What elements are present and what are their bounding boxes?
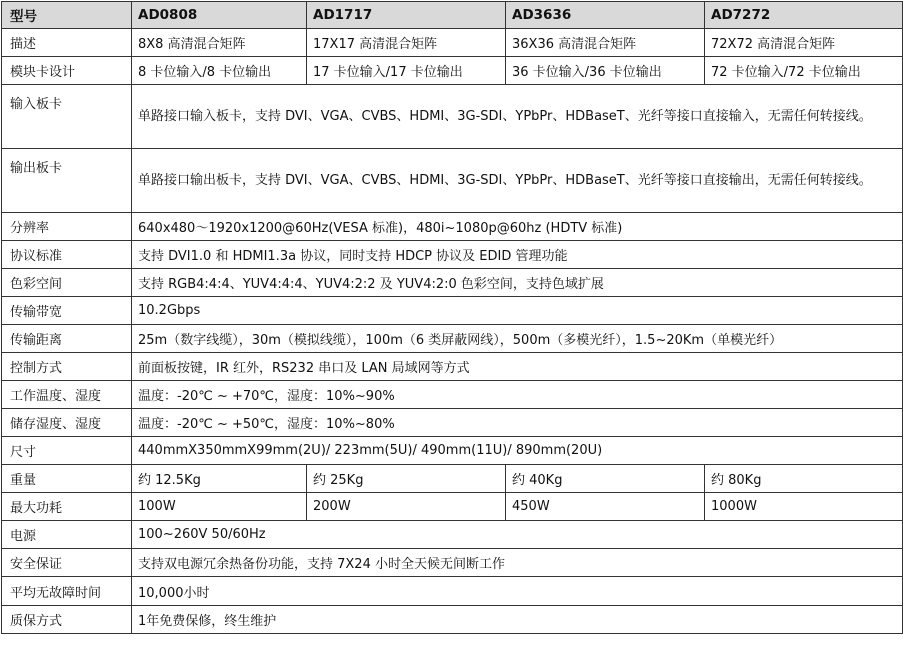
cell-value: 200W bbox=[307, 493, 506, 521]
row-label: 重量 bbox=[2, 465, 132, 493]
row-bandwidth bbox=[2, 297, 903, 325]
model-ad0808: AD0808 bbox=[132, 2, 307, 29]
row-label: 安全保证 bbox=[2, 549, 132, 577]
header-label: 型号 bbox=[2, 2, 132, 29]
model-ad3636: AD3636 bbox=[506, 2, 705, 29]
row-weight bbox=[2, 465, 903, 493]
cell-value: 17 卡位输入/17 卡位输出 bbox=[307, 57, 506, 85]
cell-value: 10,000小时 bbox=[132, 577, 903, 606]
row-label: 传输带宽 bbox=[2, 297, 132, 325]
cell-value: 约 80Kg bbox=[705, 465, 903, 493]
cell-value: 1年免费保修，终生维护 bbox=[132, 606, 903, 634]
row-label: 储存湿度、湿度 bbox=[2, 409, 132, 437]
row-label: 工作温度、湿度 bbox=[2, 381, 132, 409]
row-control bbox=[2, 353, 903, 381]
row-label: 分辨率 bbox=[2, 213, 132, 241]
row-mtbf bbox=[2, 577, 903, 606]
cell-value: 36 卡位输入/36 卡位输出 bbox=[506, 57, 705, 85]
cell-value: 8X8 高清混合矩阵 bbox=[132, 29, 307, 57]
cell-value: 温度：-20℃ ~ +50℃，湿度：10%~80% bbox=[132, 409, 903, 437]
cell-value: 支持 DVI1.0 和 HDMI1.3a 协议，同时支持 HDCP 协议及 EDID 管理功能 bbox=[132, 241, 903, 269]
cell-value: 640x480～1920x1200@60Hz(VESA 标准)，480i~1080p@60hz (HDTV 标准) bbox=[132, 213, 903, 241]
row-input-card bbox=[2, 85, 903, 149]
row-work-temp bbox=[2, 381, 903, 409]
spec-table bbox=[1, 1, 903, 634]
row-label: 输入板卡 bbox=[2, 85, 132, 149]
row-label: 电源 bbox=[2, 521, 132, 549]
row-label: 传输距离 bbox=[2, 325, 132, 353]
row-safety bbox=[2, 549, 903, 577]
row-label: 平均无故障时间 bbox=[2, 577, 132, 606]
row-power-max bbox=[2, 493, 903, 521]
cell-value: 25m（数字线缆），30m（模拟线缆），100m（6 类屏蔽网线），500m（多模光纤），1.5~20Km（单模光纤） bbox=[132, 325, 903, 353]
row-color-space bbox=[2, 269, 903, 297]
cell-value: 36X36 高清混合矩阵 bbox=[506, 29, 705, 57]
cell-value: 约 12.5Kg bbox=[132, 465, 307, 493]
row-label: 描述 bbox=[2, 29, 132, 57]
cell-value: 温度：-20℃ ~ +70℃，湿度：10%~90% bbox=[132, 381, 903, 409]
cell-value: 8 卡位输入/8 卡位输出 bbox=[132, 57, 307, 85]
row-label: 控制方式 bbox=[2, 353, 132, 381]
row-output-card bbox=[2, 149, 903, 213]
row-distance bbox=[2, 325, 903, 353]
row-label: 协议标准 bbox=[2, 241, 132, 269]
model-ad7272: AD7272 bbox=[705, 2, 903, 29]
row-storage-temp bbox=[2, 409, 903, 437]
cell-value: 450W bbox=[506, 493, 705, 521]
cell-value: 前面板按键，IR 红外，RS232 串口及 LAN 局域网等方式 bbox=[132, 353, 903, 381]
cell-value: 单路接口输入板卡，支持 DVI、VGA、CVBS、HDMI、3G-SDI、YPbPr、HDBaseT、光纤等接口直接输入，无需任何转接线。 bbox=[132, 85, 903, 149]
cell-value: 支持 RGB4:4:4、YUV4:4:4、YUV4:2:2 及 YUV4:2:0 色彩空间，支持色域扩展 bbox=[132, 269, 903, 297]
cell-value: 10.2Gbps bbox=[132, 297, 903, 325]
row-resolution bbox=[2, 213, 903, 241]
cell-value: 约 25Kg bbox=[307, 465, 506, 493]
cell-value: 100W bbox=[132, 493, 307, 521]
cell-value: 约 40Kg bbox=[506, 465, 705, 493]
cell-value: 72 卡位输入/72 卡位输出 bbox=[705, 57, 903, 85]
cell-value: 1000W bbox=[705, 493, 903, 521]
row-label: 模块卡设计 bbox=[2, 57, 132, 85]
row-warranty bbox=[2, 606, 903, 634]
cell-value: 17X17 高清混合矩阵 bbox=[307, 29, 506, 57]
row-label: 尺寸 bbox=[2, 437, 132, 465]
header-row bbox=[2, 2, 903, 29]
cell-value: 100~260V 50/60Hz bbox=[132, 521, 903, 549]
row-description bbox=[2, 29, 903, 57]
row-label: 色彩空间 bbox=[2, 269, 132, 297]
row-label: 输出板卡 bbox=[2, 149, 132, 213]
model-ad1717: AD1717 bbox=[307, 2, 506, 29]
row-module-design bbox=[2, 57, 903, 85]
row-label: 最大功耗 bbox=[2, 493, 132, 521]
row-size bbox=[2, 437, 903, 465]
row-label: 质保方式 bbox=[2, 606, 132, 634]
cell-value: 单路接口输出板卡，支持 DVI、VGA、CVBS、HDMI、3G-SDI、YPbPr、HDBaseT、光纤等接口直接输出，无需任何转接线。 bbox=[132, 149, 903, 213]
cell-value: 72X72 高清混合矩阵 bbox=[705, 29, 903, 57]
row-power-supply bbox=[2, 521, 903, 549]
cell-value: 支持双电源冗余热备份功能，支持 7X24 小时全天候无间断工作 bbox=[132, 549, 903, 577]
row-protocol bbox=[2, 241, 903, 269]
cell-value: 440mmX350mmX99mm(2U)/ 223mm(5U)/ 490mm(11U)/ 890mm(20U) bbox=[132, 437, 903, 465]
